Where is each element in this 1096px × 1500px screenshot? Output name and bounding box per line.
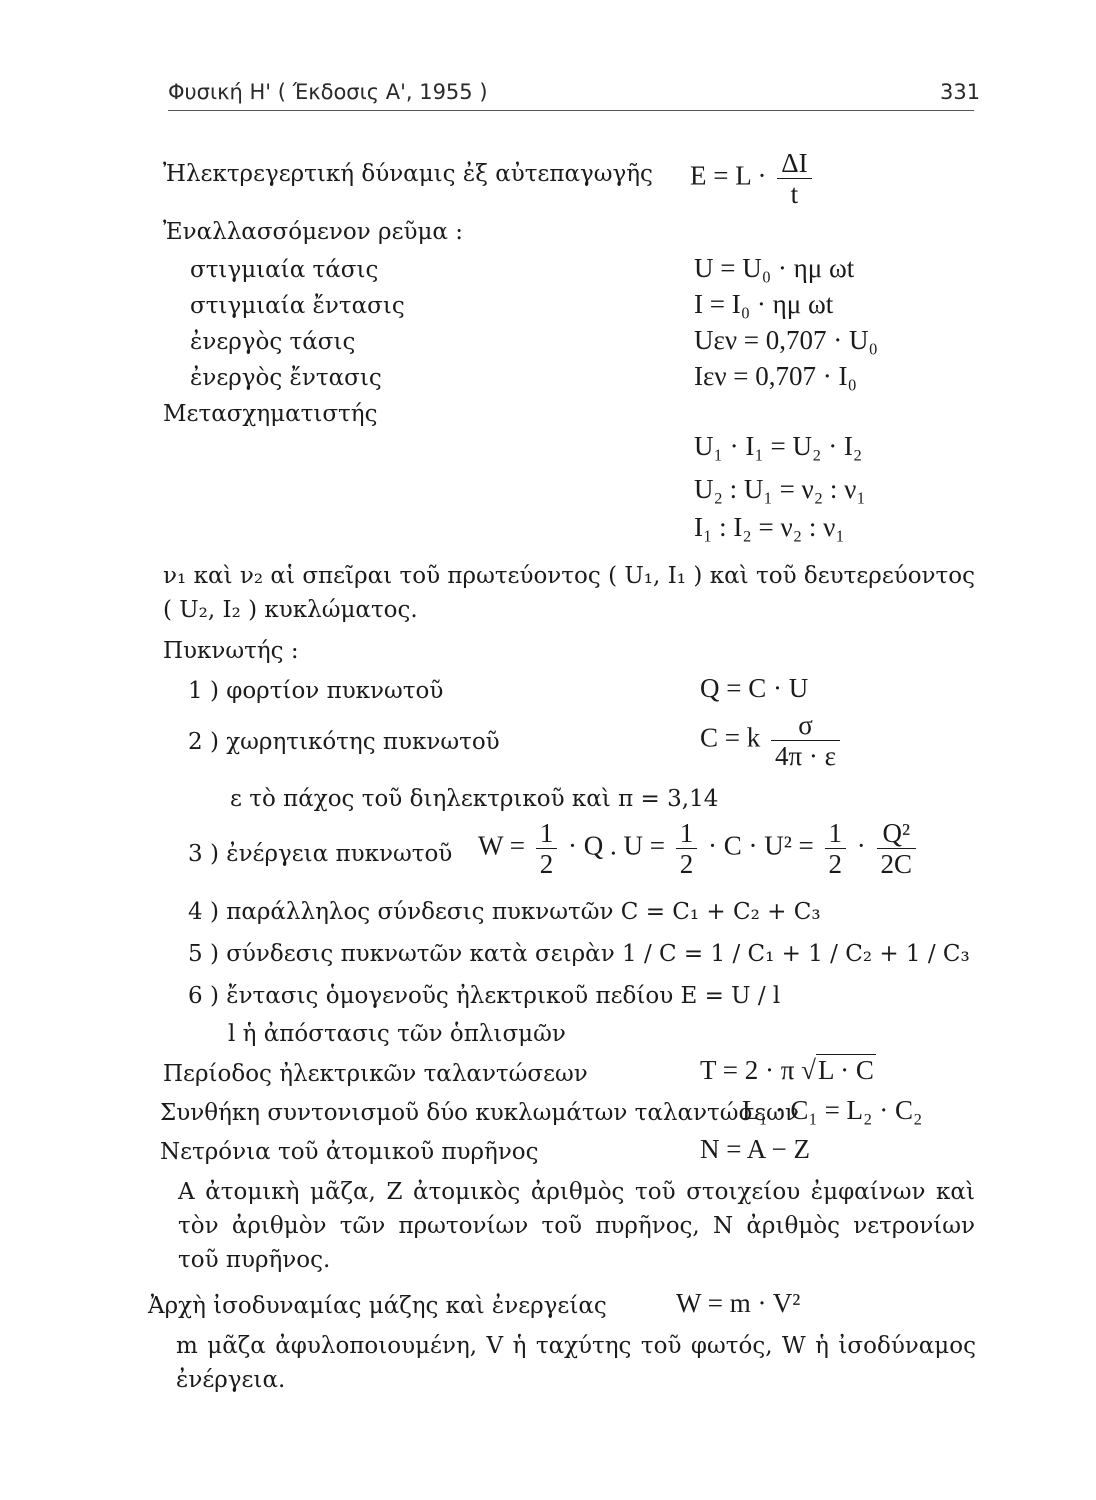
energy-part2: · C · U² = [707, 830, 814, 861]
capacitance-fraction [771, 710, 840, 771]
capacitor-item4: 4 ) παράλληλος σύνδεσις πυκνωτῶν C = C₁ + C₂ + C₃ [188, 899, 821, 925]
neutrons-formula: N = A − Z [700, 1134, 810, 1164]
capacitor-item6: 6 ) ἔντασις ὁμογενοῦς ἠλεκτρικοῦ πεδίου E = U / l [188, 983, 781, 1009]
energy-dot: · [856, 830, 866, 861]
transformer-formula: I₁ : I₂ = ν₂ : ν₁ [694, 512, 845, 542]
emf-numerator: ΔI [777, 148, 811, 179]
capacitor-item6-note: l ἡ ἀπόστασις τῶν ὁπλισμῶν [228, 1021, 566, 1047]
oscillation-label: Περίοδος ἠλεκτρικῶν ταλαντώσεων [163, 1061, 588, 1087]
oscillation-sqrt-content: L · C [817, 1055, 874, 1085]
running-title: Φυσική Η' ( Έκδοσις Α', 1955 ) [168, 80, 488, 104]
capacitor-item2-formula [700, 710, 844, 771]
neutrons-label: Νετρόνια τοῦ ἀτομικοῦ πυρῆνος [160, 1139, 539, 1165]
capacitor-energy-formula [478, 818, 920, 879]
capacitor-item1-label: 1 ) φορτίον πυκνωτοῦ [188, 678, 444, 704]
sqrt-sign-icon: √ [801, 1055, 816, 1085]
oscillation-formula [700, 1055, 876, 1085]
ac-heading: Ἐναλλασσόμενον ρεῦμα : [163, 219, 464, 245]
capacitance-denominator: 4π · ε [775, 741, 836, 771]
transformer-formula: U₂ : U₁ = ν₂ : ν₁ [694, 474, 866, 504]
epsilon-note: ε τὸ πάχος τοῦ διηλεκτρικοῦ καὶ π = 3,14 [230, 786, 719, 812]
capacitance-prefix: C = k [700, 722, 761, 753]
energy-half-den: 2 [539, 849, 554, 879]
energy-part1: · Q . U = [567, 830, 665, 861]
mass-energy-note: m μᾶζα ἀφυλοποιουμένη, V ἡ ταχύτης τοῦ φωτός, W ἡ ἰσοδύναμος ἐνέργεια. [176, 1333, 976, 1393]
energy-w: W = [478, 830, 525, 861]
energy-half-fraction [536, 818, 558, 879]
energy-half-fraction [825, 818, 847, 879]
ac-row-formula: Iεν = 0,707 · I₀ [694, 361, 857, 391]
energy-half-num: 1 [676, 818, 698, 849]
capacitor-item1-formula: Q = C · U [700, 673, 809, 703]
ac-row-label: στιγμιαία τάσις [190, 257, 379, 283]
capacitor-item2-label: 2 ) χωρητικότης πυκνωτοῦ [188, 729, 500, 755]
oscillation-prefix: T = 2 · π [700, 1055, 795, 1085]
emf-fraction [777, 148, 811, 209]
emf-formula-prefix: E = L · [690, 160, 767, 191]
energy-q2-num: Q² [877, 818, 917, 849]
energy-half-num: 1 [536, 818, 558, 849]
transformer-formula: U₁ · I₁ = U₂ · I₂ [694, 431, 863, 461]
tuning-formula: L₁ · C₁ = L₂ · C₂ [742, 1095, 923, 1125]
capacitor-heading: Πυκνωτής : [163, 638, 299, 664]
ac-row-formula: U = U₀ · ημ ωt [694, 253, 855, 283]
ac-row-label: στιγμιαία ἔντασις [190, 293, 405, 319]
mass-energy-formula: W = m · V² [676, 1288, 801, 1318]
tuning-label: Συνθήκη συντονισμοῦ δύο κυκλωμάτων ταλαντώσεων [160, 1100, 799, 1126]
neutrons-note: A ἀτομικὴ μᾶζα, Z ἀτομικὸς ἀριθμὸς τοῦ στοιχείου ἐμφαίνων καὶ τὸν ἀριθμὸν τῶν πρωτονίων τοῦ πυρῆνος, N ἀριθμὸς νετρονίων τοῦ πυρῆνος. [178, 1179, 975, 1273]
energy-q2-den: 2C [880, 849, 913, 879]
capacitance-numerator: σ [771, 710, 840, 741]
capacitor-item5: 5 ) σύνδεσις πυκνωτῶν κατὰ σειρὰν 1 / C = 1 / C₁ + 1 / C₂ + 1 / C₃ [188, 941, 970, 967]
mass-energy-label: Ἀρχὴ ἰσοδυναμίας μάζης καὶ ἐνεργείας [148, 1293, 607, 1319]
emf-denominator: t [790, 179, 799, 209]
ac-row-formula: I = I₀ · ημ ωt [694, 289, 834, 319]
emf-label: Ἠλεκτρεγερτική δύναμις ἐξ αὐτεπαγωγῆς [163, 161, 653, 187]
energy-q2-fraction [877, 818, 917, 879]
emf-formula [690, 148, 816, 209]
ac-row-label: ἐνεργὸς ἔντασις [190, 365, 382, 391]
header-rule [168, 110, 974, 111]
energy-half-den: 2 [679, 849, 694, 879]
transformer-label: Μετασχηματιστής [163, 401, 378, 427]
ac-row-label: ἐνεργὸς τάσις [190, 329, 356, 355]
page-number: 331 [940, 80, 981, 104]
energy-half-fraction [676, 818, 698, 879]
energy-half-num: 1 [825, 818, 847, 849]
capacitor-item3-label: 3 ) ἐνέργεια πυκνωτοῦ [188, 841, 453, 867]
transformer-note: ν₁ καὶ ν₂ αἱ σπεῖραι τοῦ πρωτεύοντος ( U₁, I₁ ) καὶ τοῦ δευτερεύοντος ( U₂, I₂ ) κυκλώματος. [163, 563, 975, 623]
ac-row-formula: Uεν = 0,707 · U₀ [694, 325, 878, 355]
energy-half-den: 2 [828, 849, 843, 879]
